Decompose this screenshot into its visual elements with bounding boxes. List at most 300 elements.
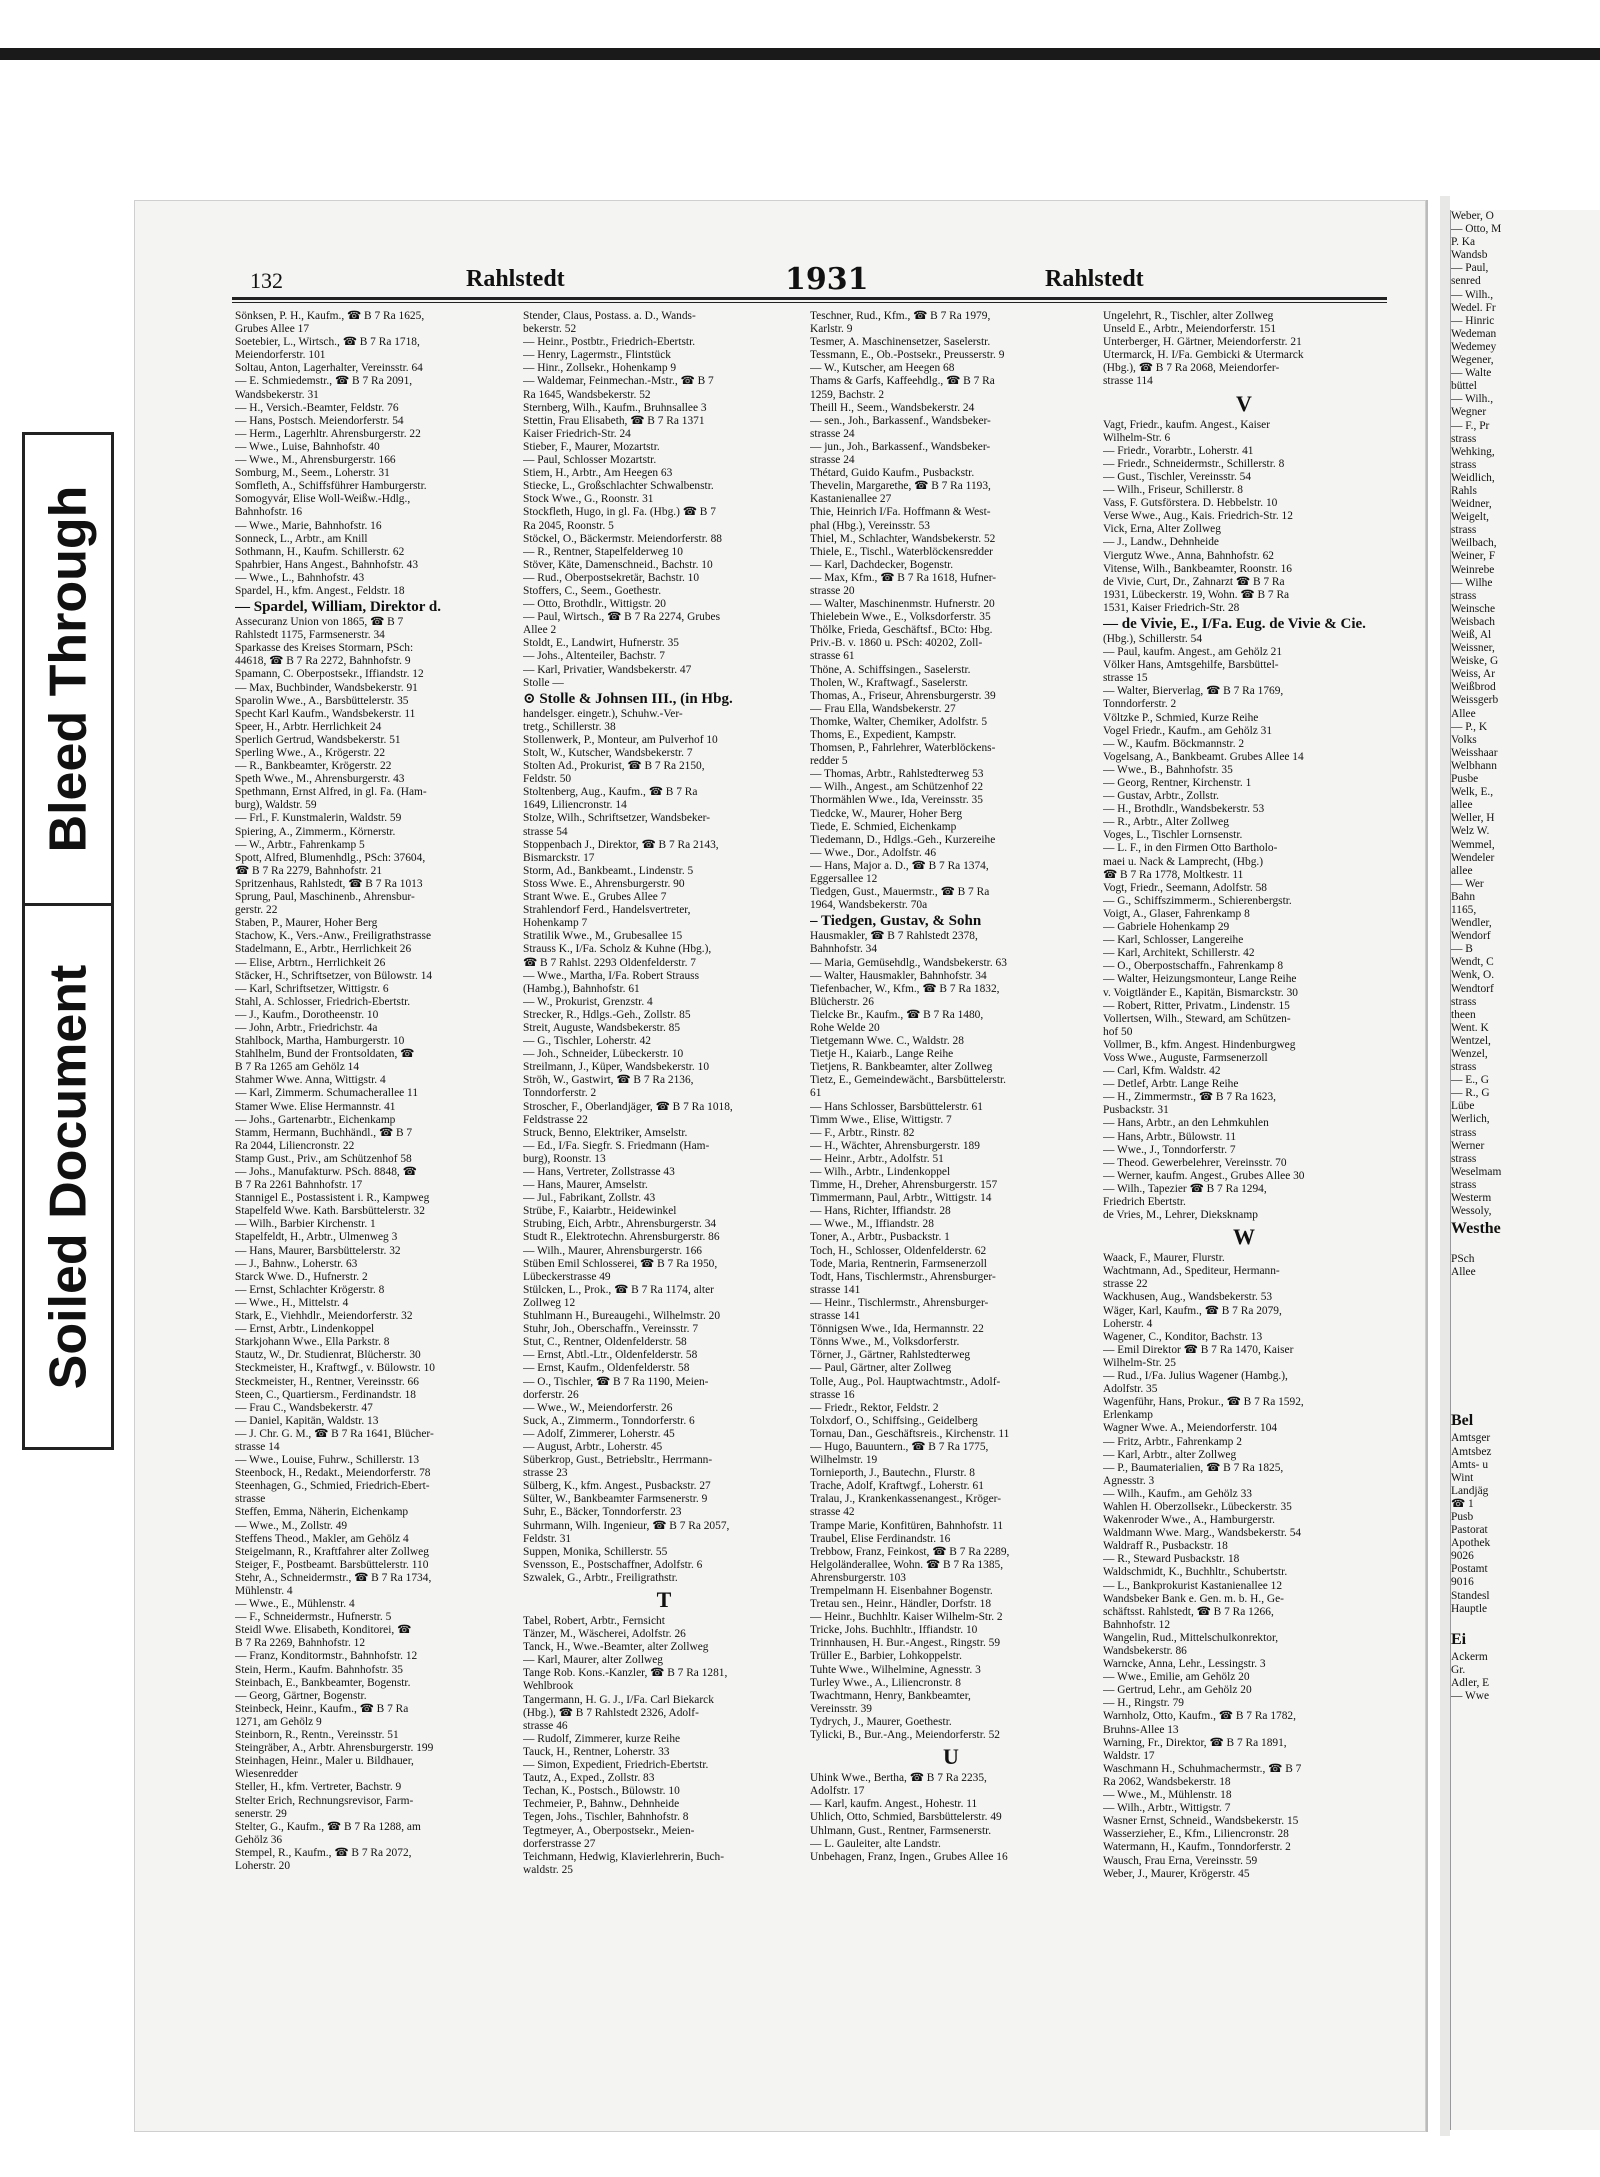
- directory-entry: Werner: [1451, 1139, 1485, 1152]
- directory-entry: Unseld E., Arbtr., Meiendorferstr. 151: [1103, 323, 1277, 336]
- directory-entry: Stäcker, H., Schriftsetzer, von Bülowstr. 14: [235, 969, 433, 982]
- directory-entry: [1451, 1345, 1600, 1358]
- directory-entry: — Wwe., Louise, Fuhrw., Schillerstr. 13: [235, 1454, 420, 1467]
- directory-entry: Wegner: [1451, 406, 1487, 419]
- directory-entry: Standesl: [1451, 1589, 1490, 1602]
- directory-entry: Ra 2062, Wandsbekerstr. 18: [1103, 1775, 1231, 1788]
- directory-entry: — Karl, kaufm. Angest., Hohestr. 11: [810, 1798, 978, 1811]
- directory-entry: [1451, 1384, 1600, 1397]
- directory-entry: Weselmam: [1451, 1165, 1502, 1178]
- directory-entry: Szwalek, G., Arbtr., Freiligrathstr.: [523, 1571, 678, 1584]
- directory-entry: Pastorat: [1451, 1524, 1488, 1537]
- directory-entry: Somogyvár, Elise Woll-Weißw.-Hdlg.,: [235, 493, 411, 506]
- directory-entry: — Paul, Wirtsch., ☎ B 7 Ra 2274, Grubes: [523, 611, 721, 624]
- directory-entry: (Hbg.), ☎ B 7 Rahlstedt 2326, Adolf-: [523, 1706, 699, 1719]
- directory-entry: — sen., Joh., Barkassenf., Wandsbeker-: [810, 414, 991, 427]
- directory-entry: — Wwe., W., Meiendorferstr. 26: [523, 1401, 673, 1414]
- directory-entry: schäftsst. Rahlstedt, ☎ B 7 Ra 1266,: [1103, 1605, 1274, 1618]
- directory-entry: Gehölz 36: [235, 1833, 283, 1846]
- directory-entry: Traubel, Elise Ferdinandstr. 16: [810, 1532, 951, 1545]
- left-running-title: Rahlstedt: [466, 266, 565, 292]
- directory-entry: Toch, H., Schlosser, Oldenfelderstr. 62: [810, 1244, 987, 1257]
- directory-entry: Waldstr. 17: [1103, 1749, 1155, 1762]
- section-letter: Westhe: [1451, 1220, 1501, 1238]
- directory-entry: — Wwe., M., Mühlenstr. 18: [1103, 1789, 1232, 1802]
- directory-entry: Thoms, E., Expedient, Kampstr.: [810, 729, 957, 741]
- directory-entry: Svensson, E., Postschaffner, Adolfstr. 6: [523, 1558, 703, 1571]
- directory-entry: Stieber, F., Maurer, Mozartstr.: [523, 440, 660, 453]
- directory-entry: Welk, E.,: [1451, 786, 1494, 799]
- directory-entry: Starkjohann Wwe., Ella Parkstr. 8: [235, 1336, 390, 1349]
- stamp-bleed-through: [25, 435, 111, 906]
- directory-entry: — Otto, Brothdlr., Wittigstr. 20: [523, 598, 666, 611]
- directory-entry: Somburg, M., Seem., Loherstr. 31: [235, 467, 390, 480]
- directory-entry: strass: [1451, 995, 1477, 1008]
- directory-entry: theen: [1451, 1008, 1476, 1021]
- page-number: 132: [250, 268, 283, 293]
- directory-entry: — Friedr., Schneidermstr., Schillerstr. 8: [1103, 457, 1285, 470]
- directory-entry: Stamer Wwe. Elise Hermannstr. 41: [235, 1100, 396, 1113]
- directory-entry: Timmermann, Paul, Arbtr., Wittigstr. 14: [810, 1192, 992, 1205]
- directory-entry: Tornau, Dan., Geschäftsreis., Kirchenstr. 11: [810, 1427, 1010, 1440]
- directory-entry: strasse 46: [523, 1719, 568, 1732]
- directory-entry: — H., Zimmermstr., ☎ B 7 Ra 1623,: [1103, 1091, 1277, 1104]
- directory-entry: maei u. Nack & Lamprecht, (Hbg.): [1103, 855, 1264, 868]
- directory-entry: Stöver, Käte, Damenschneid., Bachstr. 10: [523, 558, 713, 571]
- directory-entry: Suhr, E., Bäcker, Tonndorferstr. 23: [523, 1506, 682, 1519]
- directory-entry: Stark, E., Viehhdlr., Meiendorferstr. 32: [235, 1310, 413, 1323]
- directory-entry: — Paul, kaufm. Angest., am Gehölz 21: [1103, 646, 1283, 659]
- directory-entry: Wachtmann, Ad., Spediteur, Hermann-: [1103, 1265, 1280, 1278]
- directory-entry: Waack, F., Maurer, Flurstr.: [1103, 1252, 1225, 1265]
- directory-entry: Thétard, Guido Kaufm., Pusbackstr.: [810, 467, 975, 480]
- directory-entry: — Ernst, Abtl.-Ltr., Oldenfelderstr. 58: [523, 1349, 698, 1362]
- directory-entry: Wakenroder Wwe., A., Hamburgerstr.: [1103, 1514, 1276, 1527]
- directory-entry: Trüller E., Barbier, Lohkoppelstr.: [810, 1650, 962, 1663]
- directory-entry: — Friedr., Vorarbtr., Loherstr. 41: [1103, 444, 1254, 457]
- directory-entry: Vitense, Wilh., Bankbeamter, Roonstr. 16: [1103, 562, 1292, 575]
- directory-entry: — H., Brothdlr., Wandsbekerstr. 53: [1103, 803, 1265, 816]
- directory-entry: Techmeier, P., Bahnw., Dehnheide: [523, 1798, 680, 1811]
- directory-entry: — Wilh., Friseur, Schillerstr. 8: [1103, 484, 1243, 497]
- directory-entry: — Wwe., E., Mühlenstr. 4: [235, 1598, 355, 1611]
- directory-entry: — Wwe., Martha, I/Fa. Robert Strauss: [523, 969, 699, 982]
- directory-entry: — Hans, Vertreter, Zollstrasse 43: [523, 1166, 675, 1178]
- directory-entry: Voigt, A., Glaser, Fahrenkamp 8: [1103, 907, 1250, 920]
- section-letter: T: [656, 1587, 672, 1612]
- directory-entry: Sperlich Gertrud, Wandsbekerstr. 51: [235, 733, 401, 746]
- directory-entry: — Walter, Maschinenmstr. Hufnerstr. 20: [810, 598, 995, 611]
- directory-entry: — Otto, M: [1451, 223, 1502, 236]
- directory-entry: — Karl, Schlosser, Langereihe: [1103, 934, 1244, 947]
- directory-entry: Spott, Alfred, Blumenhdlg., PSch: 37604,: [235, 851, 426, 864]
- directory-entry: Strecker, R., Hdlgs.-Geh., Zollstr. 85: [523, 1008, 691, 1021]
- directory-entry: Speer, H., Arbtr. Herrlichkeit 24: [235, 720, 382, 733]
- directory-entry: Stehr, A., Schneidermstr., ☎ B 7 Ra 1734,: [235, 1571, 432, 1584]
- directory-entry: Allee: [1451, 707, 1476, 720]
- directory-entry: — Wer: [1451, 877, 1484, 890]
- directory-entry: Wausch, Frau Erna, Vereinsstr. 59: [1103, 1854, 1258, 1867]
- directory-entry: Tiedemann, D., Hdlgs.-Geh., Kurzereihe: [810, 833, 996, 846]
- directory-entry: Steffens Theod., Makler, am Gehölz 4: [235, 1532, 409, 1545]
- directory-entry: Steffen, Emma, Näherin, Eichenkamp: [235, 1506, 409, 1519]
- directory-entry: Wendler,: [1451, 917, 1492, 930]
- directory-entry: Tholen, W., Kraftwagf., Saselerstr.: [810, 676, 968, 689]
- directory-entry: Wehking,: [1451, 445, 1495, 458]
- directory-entry: Warnholz, Otto, Kaufm., ☎ B 7 Ra 1782,: [1103, 1710, 1296, 1723]
- directory-entry: ☎ 1: [1451, 1497, 1474, 1510]
- directory-entry: Stolze, Wilh., Schriftsetzer, Wandsbeker-: [523, 812, 710, 825]
- directory-entry: — B: [1451, 943, 1473, 956]
- directory-entry: — J., Landw., Dehnheide: [1103, 536, 1219, 549]
- directory-entry: — W., Kaufm. Böckmannstr. 2: [1103, 737, 1245, 750]
- directory-entry: Stahmer Wwe. Anna, Wittigstr. 4: [235, 1074, 386, 1087]
- directory-entry: Steenhagen, G., Schmied, Friedrich-Ebert-: [235, 1480, 430, 1493]
- directory-entry: — Werner, kaufm. Angest., Grubes Allee 30: [1103, 1169, 1305, 1182]
- directory-entry: hof 50: [1103, 1025, 1133, 1038]
- directory-entry: — Walter, Hausmakler, Bahnhofstr. 34: [810, 969, 987, 982]
- directory-entry: Agnesstr. 3: [1103, 1474, 1155, 1487]
- directory-entry: — Karl, Arbtr., alter Zollweg: [1103, 1448, 1237, 1461]
- directory-entry: [1451, 1397, 1600, 1410]
- directory-entry: Wendeler: [1451, 851, 1495, 864]
- directory-entry: — jun., Joh., Barkassenf., Wandsbeker-: [810, 440, 991, 453]
- directory-entry: Wilhelm-Str. 25: [1103, 1356, 1176, 1369]
- directory-entry: Hohenkamp 7: [523, 917, 588, 930]
- directory-entry: — Henry, Lagermstr., Flintstück: [523, 349, 671, 362]
- directory-entry: Wilhelm-Str. 6: [1103, 431, 1171, 444]
- header-rule: [232, 297, 1387, 300]
- directory-entry: Thomas, A., Friseur, Ahrensburgerstr. 39: [810, 689, 996, 702]
- directory-entry: burg), Waldstr. 59: [235, 799, 317, 812]
- directory-entry: (Hbg.), Schillerstr. 54: [1103, 632, 1203, 645]
- directory-entry: [1451, 1332, 1600, 1345]
- directory-entry: Wessoly,: [1451, 1205, 1492, 1218]
- directory-entry: Stroscher, F., Oberlandjäger, ☎ B 7 Ra 1018,: [523, 1100, 733, 1113]
- directory-entry: — Wwe., Marie, Bahnhofstr. 16: [235, 519, 382, 532]
- directory-entry: Zollweg 12: [523, 1296, 576, 1309]
- directory-entry: — E., G: [1451, 1074, 1489, 1087]
- directory-entry: 44618, ☎ B 7 Ra 2272, Bahnhofstr. 9: [235, 655, 411, 668]
- directory-entry: Starck Wwe. D., Hufnerstr. 2: [235, 1270, 368, 1283]
- directory-entry: Weber, O: [1451, 210, 1494, 222]
- directory-entry: Blücherstr. 26: [810, 995, 874, 1008]
- directory-entry: Steenbock, H., Redakt., Meiendorferstr. 78: [235, 1467, 431, 1480]
- directory-entry: Toner, A., Arbtr., Pusbackstr. 1: [810, 1231, 950, 1244]
- directory-entry: — Joh., Schneider, Lübeckerstr. 10: [523, 1048, 684, 1061]
- directory-entry: Eggersallee 12: [810, 873, 878, 886]
- page-header: [230, 262, 1380, 302]
- directory-entry: — Simon, Expedient, Friedrich-Ebertstr.: [523, 1759, 709, 1772]
- directory-entry: Teschner, Rud., Kfm., ☎ B 7 Ra 1979,: [810, 310, 991, 322]
- directory-entry: Thiele, E., Tischl., Waterblöckensredder: [810, 545, 993, 558]
- directory-entry: Sternberg, Wilh., Kaufm., Bruhnsallee 3: [523, 401, 707, 414]
- directory-entry: [1451, 1371, 1600, 1384]
- directory-entry: — W., Arbtr., Fahrenkamp 5: [235, 838, 365, 851]
- directory-entry: Gr.: [1451, 1663, 1466, 1676]
- directory-entry: — Hans Schlosser, Barsbüttelerstr. 61: [810, 1100, 983, 1113]
- directory-entry: Weinsche: [1451, 602, 1495, 615]
- directory-entry: 1259, Bachstr. 2: [810, 388, 885, 401]
- directory-entry: Stock Wwe., G., Roonstr. 31: [523, 493, 654, 506]
- directory-entry: Unbehagen, Franz, Ingen., Grubes Allee 16: [810, 1850, 1008, 1863]
- directory-entry: — Hans, Major a. D., ☎ B 7 Ra 1374,: [810, 859, 989, 872]
- directory-entry: Suck, A., Zimmerm., Tonndorferstr. 6: [523, 1414, 695, 1427]
- directory-entry: Tolle, Aug., Pol. Hauptwachtmstr., Adolf-: [810, 1375, 1001, 1388]
- directory-entry: Verse Wwe., Aug., Kais. Friedrich-Str. 12: [1103, 510, 1293, 523]
- directory-entry: strass: [1451, 589, 1477, 602]
- directory-entry: [1451, 1280, 1600, 1293]
- directory-entry: Voges, L., Tischler Lornsenstr.: [1103, 829, 1243, 842]
- directory-entry: 9026: [1451, 1550, 1474, 1563]
- directory-entry: Bahnhofstr. 12: [1103, 1618, 1171, 1631]
- directory-entry: Spiering, A., Zimmerm., Körnerstr.: [235, 825, 396, 838]
- header-rule-thin: [232, 302, 1387, 303]
- directory-entry: Loherstr. 20: [235, 1859, 291, 1872]
- directory-entry: — W., Kutscher, am Heegen 68: [810, 362, 955, 375]
- directory-entry: Stoppenbach J., Direktor, ☎ B 7 Ra 2143,: [523, 838, 719, 851]
- directory-entry: Steckmeister, H., Kraftwgf., v. Bülowstr. 10: [235, 1362, 436, 1375]
- directory-entry: strasse: [235, 1493, 266, 1506]
- directory-entry: — Wwe., J., Tonndorferstr. 7: [1103, 1143, 1236, 1156]
- directory-entry: Volks: [1451, 733, 1477, 746]
- directory-entry: — Frau C., Wandsbekerstr. 47: [235, 1401, 373, 1414]
- directory-entry: dorferstr. 26: [523, 1388, 579, 1401]
- directory-entry: Spritzenhaus, Rahlstedt, ☎ B 7 Ra 1013: [235, 877, 423, 890]
- directory-entry: 61: [810, 1087, 822, 1100]
- directory-entry: Allee: [1451, 1266, 1476, 1279]
- directory-entry: B 7 Ra 1265 am Gehölz 14: [235, 1061, 360, 1074]
- directory-entry: strasse 24: [810, 454, 855, 467]
- directory-entry: — Johs., Manufakturw. PSch. 8848, ☎: [235, 1166, 417, 1178]
- directory-entry: Trempelmann H. Eisenbahner Bogenstr.: [810, 1585, 993, 1597]
- directory-entry: — Heinr., Tischlermstr., Ahrensburger-: [810, 1296, 989, 1309]
- directory-entry: Vollmer, B., kfm. Angest. Hindenburgweg: [1103, 1038, 1296, 1051]
- directory-entry: Stolle —: [523, 676, 564, 689]
- directory-entry: Stolten Ad., Prokurist, ☎ B 7 Ra 2150,: [523, 760, 705, 773]
- directory-entry: — Max, Kfm., ☎ B 7 Ra 1618, Hufner-: [810, 571, 997, 584]
- directory-entry: Tolxdorf, O., Schiffsing., Geidelberg: [810, 1414, 978, 1427]
- directory-entry: Tange Rob. Kons.-Kanzler, ☎ B 7 Ra 1281,: [523, 1667, 728, 1680]
- directory-entry: Trinnhausen, H. Bur.-Angest., Ringstr. 59: [810, 1637, 1001, 1650]
- directory-entry: Todt, Hans, Tischlermstr., Ahrensburger-: [810, 1270, 996, 1283]
- directory-entry: Thormählen Wwe., Ida, Vereinsstr. 35: [810, 794, 983, 807]
- directory-entry: — P., K: [1451, 720, 1488, 733]
- directory-entry: — Wilh., Kaufm., am Gehölz 33: [1103, 1487, 1252, 1500]
- directory-entry: — F., Arbtr., Rinstr. 82: [810, 1126, 915, 1139]
- directory-entry: — Rud., Oberpostsekretär, Bachstr. 10: [523, 571, 700, 584]
- directory-entry: Suhrmann, Wilh. Ingenieur, ☎ B 7 Ra 2057,: [523, 1519, 730, 1532]
- directory-entry: Vollertsen, Wilh., Steward, am Schützen-: [1103, 1012, 1291, 1025]
- directory-entry: Wandsbeker Bank e. Gen. m. b. H., Ge-: [1103, 1592, 1284, 1605]
- directory-entry: 9016: [1451, 1576, 1474, 1589]
- facing-page-text: [1451, 210, 1600, 1703]
- directory-entry: Went. K: [1451, 1021, 1489, 1034]
- stamp-soiled-document: [25, 906, 111, 1447]
- directory-entry: — Heinr., Arbtr., Adolfstr. 51: [810, 1152, 944, 1165]
- directory-entry: Stapelfeld Wwe. Kath. Barsbüttelerstr. 32: [235, 1205, 425, 1218]
- directory-entry: Watermann, H., Kaufm., Tonndorferstr. 2: [1103, 1841, 1291, 1854]
- directory-entry: Pusbe: [1451, 773, 1479, 786]
- directory-entry: [1451, 1616, 1600, 1629]
- directory-entry: — Spardel, William, Direktor d.: [235, 599, 441, 616]
- section-letter: Bel: [1451, 1412, 1474, 1430]
- directory-entry: Tietgemann Wwe. C., Waldstr. 28: [810, 1035, 964, 1048]
- directory-entry: Twachtmann, Henry, Bankbeamter,: [810, 1689, 971, 1702]
- directory-entry: 1649, Liliencronstr. 14: [523, 799, 627, 812]
- directory-entry: — H., Versich.-Beamter, Feldstr. 76: [235, 401, 399, 414]
- directory-entry: Uhink Wwe., Bertha, ☎ B 7 Ra 2235,: [810, 1772, 987, 1785]
- directory-entry: Mühlenstr. 4: [235, 1585, 293, 1597]
- directory-entry: Stolt, W., Kutscher, Wandsbekerstr. 7: [523, 747, 693, 759]
- directory-entry: — H., Ringstr. 79: [1103, 1697, 1185, 1710]
- directory-entry: tretg., Schillerstr. 38: [523, 720, 616, 733]
- directory-entry: Uhlich, Otto, Schmied, Barsbüttelerstr. 49: [810, 1811, 1002, 1824]
- directory-entry: Steinborn, R., Rentn., Vereinsstr. 51: [235, 1729, 399, 1742]
- directory-entry: [1451, 1358, 1600, 1371]
- directory-entry: Strahlendorf Ferd., Handelsvertreter,: [523, 904, 691, 917]
- directory-entry: — R., Steward Pusbackstr. 18: [1103, 1553, 1240, 1566]
- directory-entry: Tietjens, R. Bankbeamter, alter Zollweg: [810, 1061, 993, 1074]
- directory-entry: Theill H., Seem., Wandsbekerstr. 24: [810, 401, 975, 414]
- directory-entry: — Hans, Arbtr., an den Lehmkuhlen: [1103, 1117, 1269, 1130]
- directory-entry: Tielcke Br., Kaufm., ☎ B 7 Ra 1480,: [810, 1008, 984, 1021]
- directory-entry: gerstr. 22: [235, 904, 278, 917]
- directory-entry: 1165,: [1451, 903, 1477, 916]
- directory-entry: — Hans, Maurer, Amselstr.: [523, 1179, 648, 1192]
- directory-entry: Suppen, Monika, Schillerstr. 55: [523, 1545, 668, 1558]
- directory-entry: Wenk, O.: [1451, 969, 1495, 982]
- directory-entry: — Hans, Maurer, Barsbüttelerstr. 32: [235, 1244, 401, 1257]
- directory-entry: — Waldemar, Feinmechan.-Mstr., ☎ B 7: [523, 375, 714, 388]
- directory-entry: Thomke, Walter, Chemiker, Adolfstr. 5: [810, 715, 988, 728]
- directory-entry: — Wilh., Angest., am Schützenhof 22: [810, 781, 984, 794]
- directory-entry: Weidlich,: [1451, 471, 1495, 484]
- directory-entry: — Wilh., Arbtr., Wittigstr. 7: [1103, 1802, 1231, 1815]
- directory-entry: Allee 2: [523, 624, 557, 637]
- directory-entry: Staben, P., Maurer, Hoher Berg: [235, 917, 378, 930]
- directory-entry: Tornieporth, J., Bautechn., Flurstr. 8: [810, 1467, 975, 1480]
- directory-entry: Wagener, C., Konditor, Bachstr. 13: [1103, 1330, 1263, 1343]
- directory-entry: strasse 22: [1103, 1278, 1148, 1291]
- directory-entry: Völtzke P., Schmied, Kurze Reihe: [1103, 711, 1259, 724]
- directory-entry: Stöckel, O., Bäckermstr. Meiendorferstr. 88: [523, 532, 722, 545]
- directory-entry: Wenzel,: [1451, 1048, 1488, 1060]
- directory-entry: Turley Wwe., A., Liliencronstr. 8: [810, 1676, 961, 1689]
- directory-entry: — Wwe., L., Bahnhofstr. 43: [235, 571, 365, 584]
- directory-entry: Stahlhelm, Bund der Frontsoldaten, ☎: [235, 1048, 415, 1061]
- directory-entry: Stamm, Hermann, Buchhändl., ☎ B 7: [235, 1126, 413, 1139]
- directory-entry: Ra 1645, Wandsbekerstr. 52: [523, 388, 651, 401]
- directory-entry: strasse 24: [810, 427, 855, 440]
- directory-entry: — Heinr., Buchhltr. Kaiser Wilhelm-Str. 2: [810, 1611, 1003, 1624]
- directory-entry: B 7 Ra 2261 Bahnhofstr. 17: [235, 1179, 363, 1192]
- stamp-bleed-through-text: Bleed Through: [39, 485, 97, 853]
- directory-entry: — Walter, Bierverlag, ☎ B 7 Ra 1769,: [1103, 685, 1284, 698]
- directory-entry: Tonndorferstr. 2: [1103, 698, 1177, 711]
- directory-entry: Ungelehrt, R., Tischler, alter Zollweg: [1103, 310, 1274, 322]
- directory-entry: — Gertrud, Lehr., am Gehölz 20: [1103, 1684, 1252, 1697]
- directory-entry: v. Voigtländer E., Kapitän, Bismarckstr. 30: [1103, 986, 1298, 999]
- directory-entry: Tydrych, J., Maurer, Goethestr.: [810, 1715, 952, 1728]
- directory-entry: — R., Rentner, Stapelfelderweg 10: [523, 545, 683, 558]
- directory-entry: Stettin, Frau Elisabeth, ☎ B 7 Ra 1371: [523, 414, 705, 427]
- directory-entry: Weidner,: [1451, 498, 1492, 511]
- directory-entry: Amts- u: [1451, 1458, 1489, 1471]
- directory-entry: strasse 23: [523, 1467, 568, 1480]
- scanner-top-bar: [0, 48, 1600, 60]
- directory-entry: Tonndorferstr. 2: [523, 1087, 597, 1100]
- directory-entry: Spethmann, Ernst Alfred, in gl. Fa. (Ham-: [235, 786, 427, 799]
- directory-entry: Stein, Herm., Kaufm. Bahnhofstr. 35: [235, 1663, 403, 1676]
- directory-entry: — Karl, Zimmerm. Schumacherallee 11: [235, 1087, 419, 1100]
- directory-entry: Wentzel,: [1451, 1034, 1491, 1047]
- directory-entry: — Friedr., Rektor, Feldstr. 2: [810, 1401, 939, 1414]
- directory-entry: Waldschmidt, K., Buchhltr., Schubertstr.: [1103, 1566, 1288, 1579]
- directory-entry: — Karl, Architekt, Schillerstr. 42: [1103, 947, 1255, 960]
- directory-entry: Postamt: [1451, 1563, 1488, 1576]
- directory-entry: strasse 141: [810, 1283, 861, 1296]
- directory-entry: Stoss Wwe. E., Ahrensburgerstr. 90: [523, 877, 685, 890]
- directory-entry: — Wilh., Maurer, Ahrensburgerstr. 166: [523, 1244, 702, 1257]
- directory-entry: — Wwe., H., Mittelstr. 4: [235, 1296, 349, 1309]
- directory-entry: — Ernst, Schlachter Krögerstr. 8: [235, 1283, 385, 1296]
- directory-entry: Strant Wwe. E., Grubes Allee 7: [523, 891, 667, 904]
- directory-entry: Wagenführ, Hans, Prokur., ☎ B 7 Ra 1592,: [1103, 1396, 1304, 1409]
- directory-entry: Tanck, H., Wwe.-Beamter, alter Zollweg: [523, 1641, 709, 1654]
- directory-entry: — Gust., Tischler, Vereinsstr. 54: [1103, 470, 1252, 483]
- directory-entry: redder 5: [810, 755, 848, 768]
- directory-entry: Wedel. Fr: [1451, 301, 1496, 314]
- directory-entry: Unterberger, H. Gärtner, Meiendorferstr. 21: [1103, 336, 1302, 349]
- directory-entry: Pusb: [1451, 1511, 1474, 1523]
- directory-entry: Rahlstedt 1175, Farmsenerstr. 34: [235, 629, 385, 642]
- directory-entry: Erlenkamp: [1103, 1409, 1153, 1422]
- directory-entry: Steinhagen, Heinr., Maler u. Bildhauer,: [235, 1755, 414, 1768]
- directory-entry: Sparkasse des Kreises Stormarn, PSch:: [235, 642, 414, 655]
- directory-entry: Tuhte Wwe., Wilhelmine, Agnesstr. 3: [810, 1663, 981, 1676]
- directory-entry: Vagt, Friedr., kaufm. Angest., Kaiser: [1103, 418, 1271, 431]
- directory-entry: Stiem, H., Arbtr., Am Heegen 63: [523, 467, 673, 480]
- directory-entry: Studt R., Elektrotechn. Ahrensburgerstr. 86: [523, 1231, 720, 1244]
- directory-entry: – Tiedgen, Gustav, & Sohn: [810, 913, 982, 930]
- directory-entry: Stratilik Wwe., M., Grubesallee 15: [523, 930, 683, 943]
- directory-entry: Stannigel E., Postassistent i. R., Kampweg: [235, 1192, 430, 1205]
- directory-entry: — Wwe., B., Bahnhofstr. 35: [1103, 763, 1233, 776]
- directory-entry: Sparolin Wwe., A., Barsbüttelerstr. 35: [235, 694, 409, 707]
- directory-entry: Tiefenbacher, W., Kfm., ☎ B 7 Ra 1832,: [810, 982, 1000, 995]
- directory-entry: — Frau Ella, Wandsbekerstr. 27: [810, 702, 956, 715]
- directory-entry: Vereinsstr. 39: [810, 1702, 873, 1715]
- directory-entry: Strübe, F., Kaiarbtr., Heidewinkel: [523, 1205, 677, 1218]
- directory-entry: Stahlbock, Martha, Hamburgerstr. 10: [235, 1035, 405, 1048]
- directory-entry: Stender, Claus, Postass. a. D., Wands-: [523, 310, 696, 322]
- directory-entry: Tegen, Johs., Tischler, Bahnhofstr. 8: [523, 1811, 689, 1824]
- directory-entry: Stollenwerk, P., Monteur, am Pulverhof 10: [523, 733, 718, 746]
- directory-entry: — Wilh., Arbtr., Lindenkoppel: [810, 1166, 951, 1178]
- directory-entry: strass: [1451, 524, 1477, 537]
- directory-entry: — Ernst, Kaufm., Oldenfelderstr. 58: [523, 1362, 690, 1375]
- directory-entry: Lübe: [1451, 1100, 1475, 1113]
- directory-entry: Wäger, Karl, Kaufm., ☎ B 7 Ra 2079,: [1103, 1304, 1282, 1317]
- directory-entry: Thölke, Frieda, Geschäftsf., BCto: Hbg.: [810, 624, 993, 637]
- directory-entry: [1451, 1293, 1600, 1306]
- directory-entry: Thams & Garfs, Kaffeehdlg., ☎ B 7 Ra: [810, 375, 995, 388]
- directory-entry: Weisbach: [1451, 615, 1495, 628]
- directory-entry: Stuhr, Joh., Oberschaffn., Vereinsstr. 7: [523, 1323, 699, 1336]
- directory-entry: — Adolf, Zimmerer, Loherstr. 45: [523, 1427, 675, 1440]
- directory-entry: — Daniel, Kapitän, Waldstr. 13: [235, 1414, 379, 1427]
